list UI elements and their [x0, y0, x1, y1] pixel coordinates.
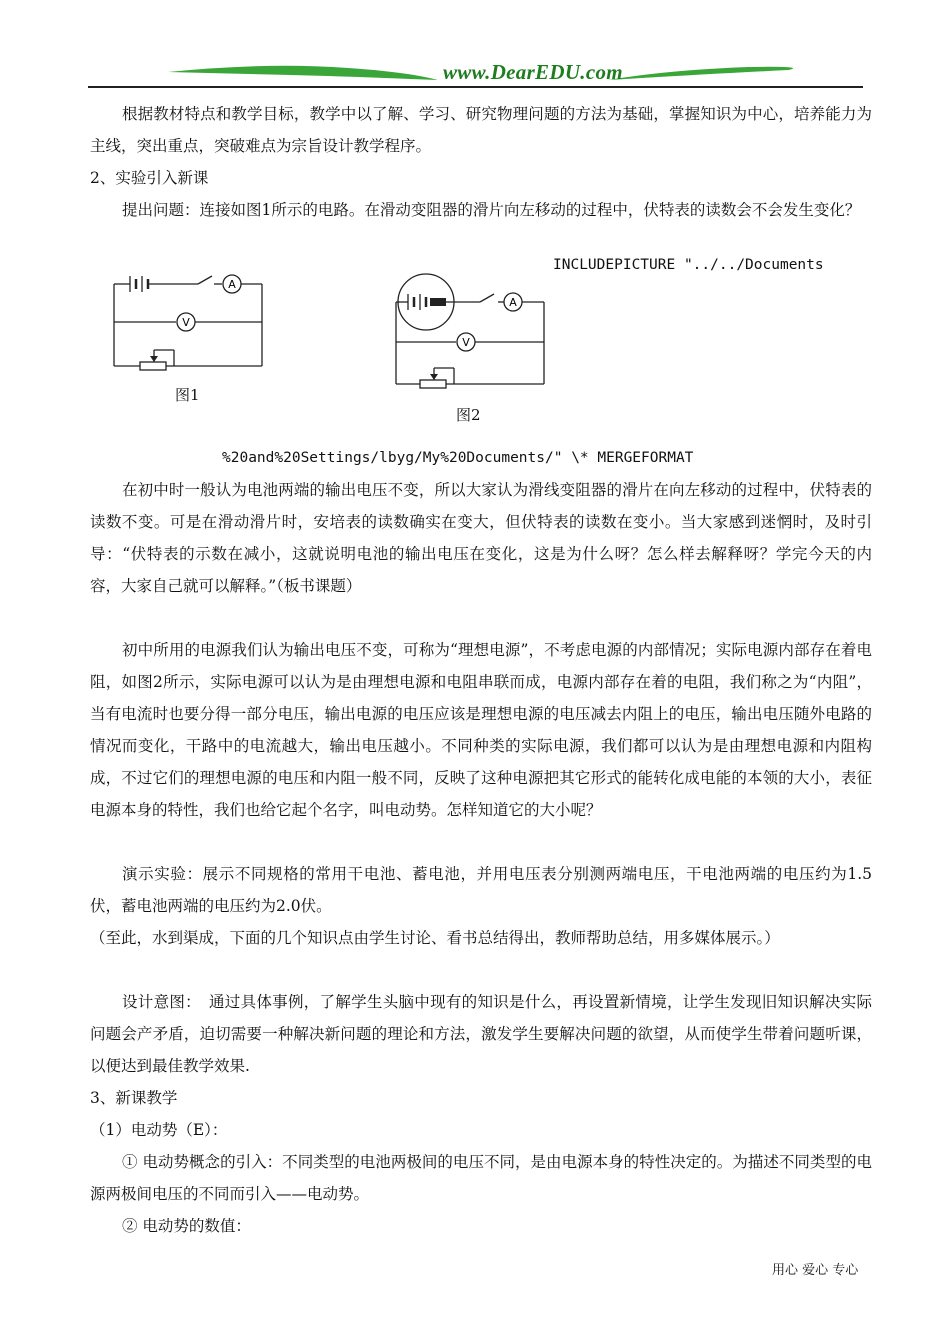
field-code-line-2: %20and%20Settings/lbyg/My%20Documents/" \* MERGEFORMAT	[222, 450, 694, 466]
paragraph-design-intent: 设计意图： 通过具体事例，了解学生头脑中现有的知识是什么，再设置新情境，让学生发现旧知识解决实际问题会产矛盾，迫切需要一种解决新问题的理论和方法，激发学生要解决问题的欲望，从而使学生带着问题听课，以便达到最佳教学效果.	[90, 993, 872, 1075]
section-heading-3: 3、新课教学	[90, 1089, 178, 1107]
subsection-heading-emf: （1）电动势（E）：	[90, 1121, 228, 1139]
page-header	[88, 58, 863, 94]
figure-2-caption: 图2	[456, 406, 481, 424]
header-divider	[88, 86, 863, 88]
paragraph-note: （至此，水到渠成，下面的几个知识点由学生讨论、看书总结得出，教师帮助总结，用多媒体展示。）	[90, 929, 780, 947]
site-brand: www.DearEDU.com	[443, 60, 623, 84]
paragraph-design-approach: 根据教材特点和教学目标，教学中以了解、学习、研究物理问题的方法为基础，掌握知识为中心，培养能力为主线，突出重点，突破难点为宗旨设计教学程序。	[90, 105, 872, 155]
page-footer: 用心 爱心 专心	[772, 1263, 859, 1278]
paragraph-emf-concept: ① 电动势概念的引入：不同类型的电池两极间的电压不同，是由电源本身的特性决定的。为描述不同类型的电源两极间电压的不同而引入——电动势。	[90, 1153, 872, 1203]
paragraph-question: 提出问题：连接如图1所示的电路。在滑动变阻器的滑片向左移动的过程中，伏特表的读数会不会发生变化？	[122, 201, 861, 219]
voltmeter-label-2: V	[462, 336, 470, 349]
figure-1-caption: 图1	[175, 386, 200, 404]
figure-2-circuit	[390, 272, 550, 400]
paragraph-emf-value: ② 电动势的数值：	[122, 1217, 251, 1235]
section-heading-2: 2、实验引入新课	[90, 169, 209, 187]
voltmeter-label: V	[182, 316, 190, 329]
paragraph-internal-resistance: 初中所用的电源我们认为输出电压不变，可称为“理想电源”，不考虑电源的内部情况；实际电源内部存在着电阻，如图2所示，实际电源可以认为是由理想电源和电阻串联而成，电源内部存在着的电阻，我们称之为“内阻”，当有电流时也要分得一部分电压，输出电源的电压应该是理想电源的电压减去内阻上的电压，输出电压随外电路的情况而变化，干路中的电流越大，输出电压越小。不同种类的实际电源，我们都可以认为是由理想电源和内阻构成，不过它们的理想电源的电压和内阻一般不同，反映了这种电源把其它形式的能转化成电能的本领的大小，表征电源本身的特性，我们也给它起个名字，叫电动势。怎样知道它的大小呢？	[90, 641, 872, 819]
ammeter-label: A	[228, 278, 236, 291]
field-code-line-1: INCLUDEPICTURE "../../Documents	[553, 257, 824, 273]
figure-1-circuit	[108, 266, 268, 376]
paragraph-introduction: 在初中时一般认为电池两端的输出电压不变，所以大家认为滑线变阻器的滑片在向左移动的过程中，伏特表的读数不变。可是在滑动滑片时，安培表的读数确实在变大，但伏特表的读数在变小。当大家感到迷惘时，及时引导：“伏特表的示数在减小，这就说明电池的输出电压在变化，这是为什么呀？怎么样去解释呀？学完今天的内容，大家自己就可以解释。”（板书课题）	[90, 481, 872, 595]
ammeter-label-2: A	[509, 296, 517, 309]
paragraph-demo-experiment: 演示实验：展示不同规格的常用干电池、蓄电池，并用电压表分别测两端电压，干电池两端的电压约为1.5 伏，蓄电池两端的电压约为2.0伏。	[90, 865, 872, 915]
